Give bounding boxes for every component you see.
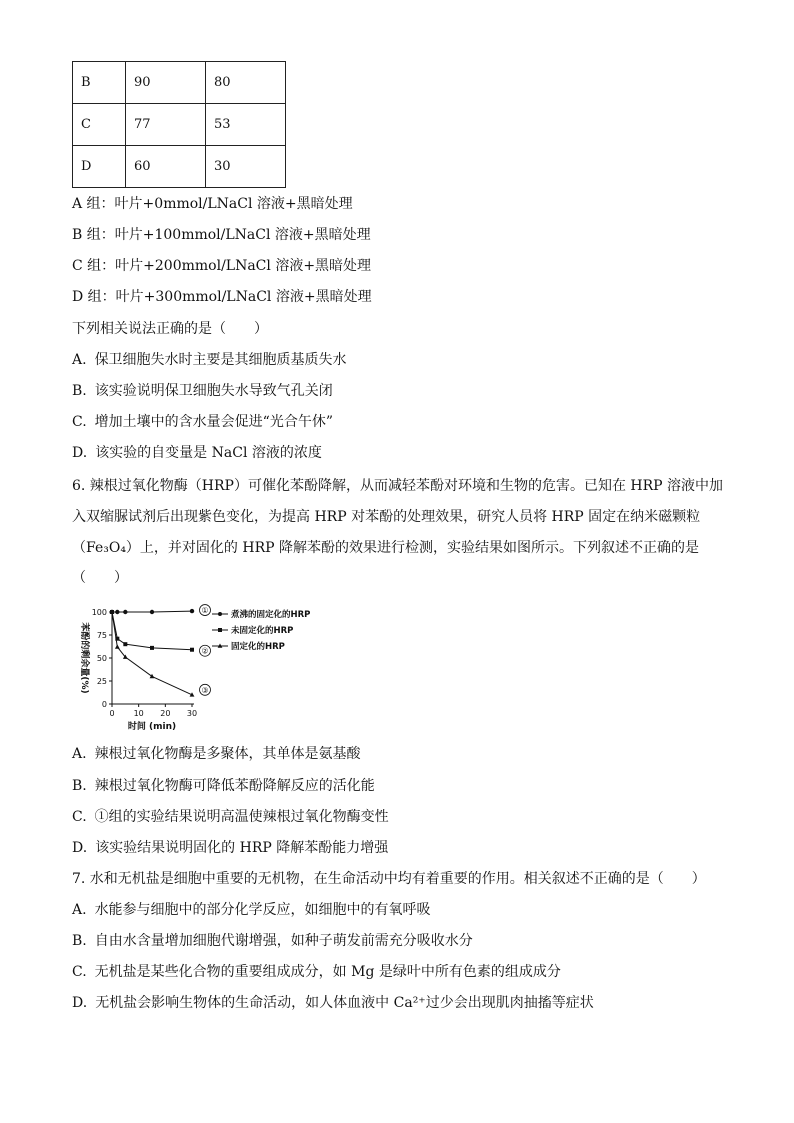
group-d-text: D 组：叶片+300mmol/LNaCl 溶液+黑暗处理 <box>72 289 372 305</box>
option-label: B. <box>72 778 87 794</box>
table-cell: 90 <box>126 62 206 104</box>
q6-stem-line-2: 入双缩脲试剂后出现紫色变化，为提高 HRP 对苯酚的处理效果，研究人员将 HRP 固定在纳米磁颗粒 <box>72 509 701 525</box>
y-tick-label: 25 <box>96 677 107 686</box>
x-tick-label: 0 <box>109 709 115 718</box>
data-point <box>190 609 194 613</box>
q7-stem: 7. 水和无机盐是细胞中重要的无机物，在生命活动中均有着重要的作用。相关叙述不正确的是（ ） <box>72 871 706 887</box>
series-tag: ③ <box>201 685 209 695</box>
q5-option-b <box>72 381 333 401</box>
y-tick-label: 100 <box>91 608 107 617</box>
data-point <box>150 610 154 614</box>
option-label: A. <box>72 746 87 762</box>
table-row <box>73 104 286 146</box>
data-point <box>190 648 194 652</box>
option-text: 该实验说明保卫细胞失水导致气孔关闭 <box>94 383 333 399</box>
data-point <box>123 642 127 646</box>
table-cell: 53 <box>206 104 286 146</box>
table-cell: B <box>73 62 126 104</box>
option-text: 水能参与细胞中的部分化学反应，如细胞中的有氧呼吸 <box>94 902 431 918</box>
y-tick-label: 0 <box>101 700 107 709</box>
q5-option-d <box>72 443 322 463</box>
option-label: C. <box>72 414 87 430</box>
phenol-degradation-chart <box>72 598 372 738</box>
x-tick-label: 30 <box>186 709 198 718</box>
q6-stem-line-1: 6. 辣根过氧化物酶（HRP）可催化苯酚降解，从而减轻苯酚对环境和生物的危害。已知在 HRP 溶液中加 <box>72 478 724 494</box>
q6-option-b <box>72 776 375 796</box>
option-text: 保卫细胞失水时主要是其细胞质基质失水 <box>94 352 347 368</box>
option-text: 辣根过氧化物酶是多聚体，其单体是氨基酸 <box>94 746 361 762</box>
option-label: C. <box>72 809 87 825</box>
table-cell: 80 <box>206 62 286 104</box>
table-row <box>73 146 286 188</box>
q5-option-c <box>72 412 333 432</box>
data-point <box>123 610 127 614</box>
q6-option-d <box>72 838 388 858</box>
data-point <box>150 646 154 650</box>
option-text: 辣根过氧化物酶可降低苯酚降解反应的活化能 <box>94 778 375 794</box>
series-tag: ① <box>201 606 209 616</box>
option-label: D. <box>72 840 88 856</box>
table-cell: C <box>73 104 126 146</box>
option-label: B. <box>72 933 87 949</box>
option-label: A. <box>72 902 87 918</box>
q7-option-b <box>72 931 473 951</box>
y-tick-label: 50 <box>96 654 107 663</box>
results-table <box>72 61 286 188</box>
q6-stem-line-3: （Fe₃O₄）上，并对固化的 HRP 降解苯酚的效果进行检测，实验结果如图所示。下列叙述不正确的是 <box>72 540 700 556</box>
legend-marker <box>218 628 222 632</box>
option-text: 该实验结果说明固化的 HRP 降解苯酚能力增强 <box>95 840 389 856</box>
option-text: 无机盐是某些化合物的重要组成成分，如 Mg 是绿叶中所有色素的组成成分 <box>94 964 561 980</box>
q6-option-a <box>72 744 361 764</box>
option-label: C. <box>72 964 87 980</box>
option-text: 该实验的自变量是 NaCl 溶液的浓度 <box>95 445 322 461</box>
option-label: D. <box>72 445 88 461</box>
option-label: A. <box>72 352 87 368</box>
legend-label: 煮沸的固定化的HRP <box>231 610 311 620</box>
table-cell: 30 <box>206 146 286 188</box>
q7-option-c <box>72 962 561 982</box>
series-tag: ② <box>201 646 209 656</box>
data-point <box>115 644 120 648</box>
option-label: D. <box>72 995 88 1011</box>
x-axis-label: 时间 (min) <box>127 722 177 732</box>
group-c-text: C 组：叶片+200mmol/LNaCl 溶液+黑暗处理 <box>72 258 372 274</box>
option-text: ①组的实验结果说明高温使辣根过氧化物酶变性 <box>94 809 389 825</box>
x-tick-label: 20 <box>160 709 171 718</box>
legend-label: 未固定化的HRP <box>231 626 294 636</box>
table-cell: D <box>73 146 126 188</box>
legend-marker <box>218 612 222 616</box>
q6-option-c <box>72 807 389 827</box>
q7-option-a <box>72 900 431 920</box>
table-cell: 60 <box>126 146 206 188</box>
q7-option-d <box>72 993 594 1013</box>
x-tick-label: 10 <box>133 709 144 718</box>
data-point <box>115 610 119 614</box>
y-tick-label: 75 <box>96 631 107 640</box>
option-label: B. <box>72 383 87 399</box>
y-axis-label: 苯酚的剩余量(%) <box>79 622 89 694</box>
series-line-3 <box>112 612 192 695</box>
option-text: 自由水含量增加细胞代谢增强，如种子萌发前需充分吸收水分 <box>94 933 473 949</box>
table-cell: 77 <box>126 104 206 146</box>
option-text: 增加土壤中的含水量会促进“光合午休” <box>94 414 333 430</box>
q5-option-a <box>72 350 347 370</box>
option-text: 无机盐会影响生物体的生命活动，如人体血液中 Ca²⁺过少会出现肌肉抽搐等症状 <box>95 995 594 1011</box>
table-row <box>73 62 286 104</box>
group-b-text: B 组：叶片+100mmol/LNaCl 溶液+黑暗处理 <box>72 227 371 243</box>
q6-stem-line-4: （ ） <box>72 570 128 586</box>
q5-stem: 下列相关说法正确的是（ ） <box>72 321 268 337</box>
legend-label: 固定化的HRP <box>231 642 285 652</box>
group-a-text: A 组：叶片+0mmol/LNaCl 溶液+黑暗处理 <box>72 196 353 212</box>
data-point <box>150 674 155 678</box>
